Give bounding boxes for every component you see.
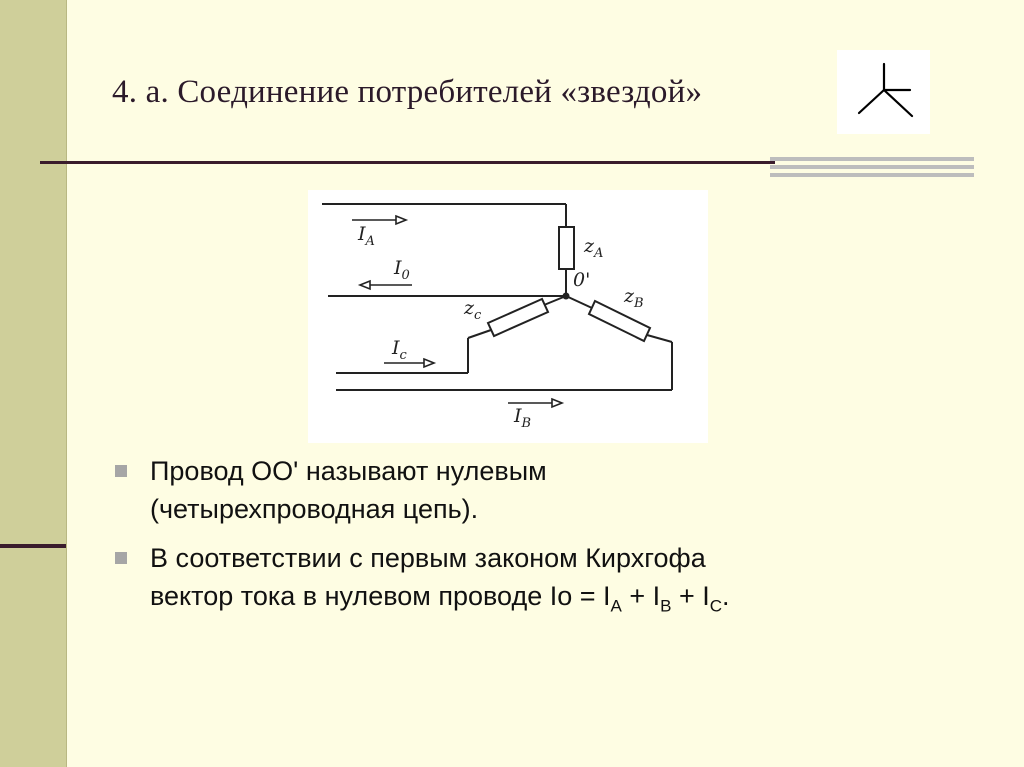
slide-title: 4. а. Соединение потребителей «звездой» [112,74,703,110]
svg-text:IA [357,223,375,249]
svg-text:zB [623,285,644,311]
svg-text:zc [463,297,482,323]
bullet-1-line-2: (четырехпроводная цепь). [150,494,479,524]
label-zc: z [464,297,475,319]
sub-b: B [660,596,672,616]
label-zb: z [624,285,635,307]
label-zb-sub: B [634,296,644,311]
title-rule-gray-stripes [770,157,974,177]
left-decor-band [0,0,67,767]
bullet-1-line-1: Провод ОО' называют нулевым [150,456,547,486]
svg-text:zA [583,235,603,261]
label-node: 0' [573,269,591,291]
label-ib-sub: B [521,416,532,431]
title-underline [40,161,775,164]
bullet-square-icon [115,465,127,477]
bullet-item-1 [112,452,972,528]
label-ic: I [392,337,400,359]
label-ic-sub: c [399,348,407,363]
left-decor-mark [0,544,66,548]
plus-1: + I [621,581,661,611]
star-circuit-diagram [308,190,708,443]
label-zc-sub: c [474,308,482,323]
bullet-2-line-1: В соответствии с первым законом Кирхгофа [150,543,706,573]
label-ib: I [514,405,522,427]
svg-text:I0 [393,257,410,283]
bullet-item-2 [112,539,972,625]
sub-a: A [610,596,622,616]
sub-c: C [709,596,723,616]
label-io-sub: 0 [401,268,410,283]
equation-end: . [722,581,730,611]
svg-text:IB [513,405,531,431]
svg-text:Ic [391,337,408,363]
star-connection-icon [837,50,930,134]
bullet-list [112,452,972,636]
plus-2: + I [671,581,710,611]
kirchhoff-text: вектор тока в нулевом проводе Io = I [150,581,611,611]
label-ia-sub: A [365,234,375,249]
label-io: I [394,257,402,279]
bullet-2-line-2 [150,577,972,625]
label-za-sub: A [594,246,604,261]
bullet-square-icon [115,552,127,564]
label-za: z [584,235,595,257]
label-ia: I [358,223,366,245]
